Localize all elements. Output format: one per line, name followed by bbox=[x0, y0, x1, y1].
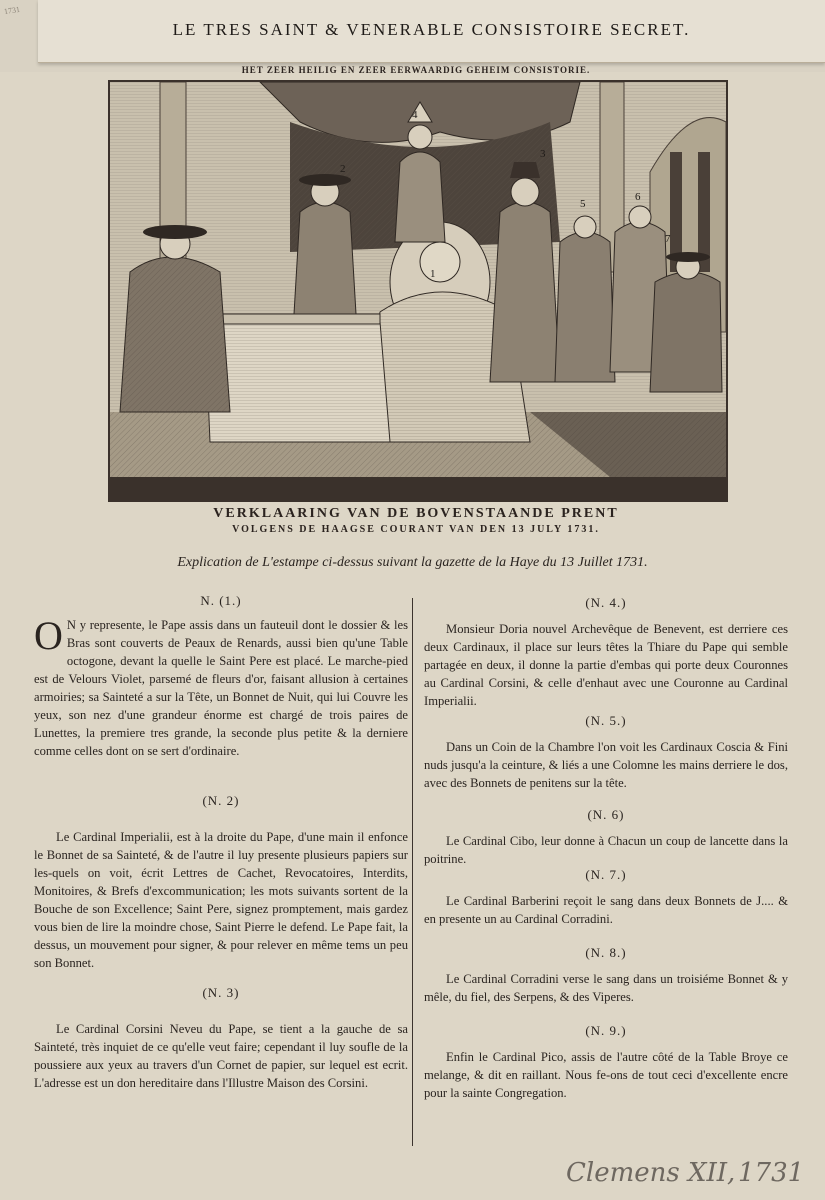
title-strip bbox=[38, 0, 825, 63]
plate-top-caption: HET ZEER HEILIG EN ZEER EERWAARDIG GEHEIM CONSISTORIE. bbox=[241, 65, 591, 75]
section-text: Le Cardinal Corsini Neveu du Pape, se tient a la gauche de sa Sainteté, très inquiet de ce qu'elle veut faire; cependant il luy soufle de la poussiere aux yeux au travers d'un Cornet de papier, sur lequel est ecrit. L'adresse est un don hereditaire dans l'Illustre Maison des Corsini. bbox=[34, 1022, 408, 1090]
right-section-8 bbox=[424, 944, 788, 1006]
section-number: (N. 2) bbox=[202, 793, 240, 808]
figure-number-6: 6 bbox=[635, 191, 641, 203]
corner-pencil-note: 1731 bbox=[3, 4, 21, 17]
section-text: Le Cardinal Corradini verse le sang dans un troisiéme Bonnet & y mêle, du fiel, des Serpens, & des Viperes. bbox=[424, 972, 788, 1004]
figure-number-7: 7 bbox=[665, 233, 671, 245]
left-section-1 bbox=[34, 592, 408, 760]
figure-number-5: 5 bbox=[580, 198, 586, 210]
right-section-7 bbox=[424, 866, 788, 928]
figure-number-1: 1 bbox=[430, 268, 436, 280]
dutch-title: VERKLAARING VAN DE BOVENSTAANDE PRENT bbox=[213, 506, 619, 521]
section-text: Enfin le Cardinal Pico, assis de l'autre côté de la Table Broye ce melange, & dit en raillant. Nous fe-ons de tout ceci d'excellente encre pour la sainte Congregation. bbox=[424, 1050, 788, 1100]
dutch-subtitle: VOLGENS DE HAAGSE COURANT VAN DEN 13 JULY 1731. bbox=[232, 524, 600, 535]
handwritten-name: Clemens XII, bbox=[566, 1158, 736, 1188]
column-divider bbox=[412, 598, 413, 1146]
section-number: N. (1.) bbox=[200, 593, 242, 608]
section-number: (N. 5.) bbox=[585, 713, 627, 728]
section-text: O N y represente, le Pape assis dans un fauteuil dont le dossier & les Bras sont couverts de Peaux de Renards, aussi bien qu'une Table octogone, devant la quelle le Saint Pere est placé. Le marche-pied est de Velours Violet, parsemé de fleurs d'or, faisant allusion à certaines armoiries; sa Sainteté a sur la Tête, un Bonnet de Nuit, qui lui Couvre les yeux, son nez d'une grandeur énorme est chargé de trois paires de Lunettes, la premiere tres grande, la seconde plus petite & la derniere comme celles dont on se sert d'ordinaire. bbox=[34, 613, 408, 758]
section-number: (N. 4.) bbox=[585, 595, 627, 610]
section-text: Le Cardinal Imperialii, est à la droite du Pape, d'une main il enfonce le Bonnet de sa Sainteté, & de l'autre il luy presente plusieurs papiers sur les-quels on voit, écrit Lettres de Cachet, Revocatoires, Interdits, Monitoires, & Brefs d'excommunication; les mots suivants sortent de la Bouche de son Excellence; Saint Pere, signez promptement, mais gardez vous bien de lire la moindre chose, Saint Pierre le defend. Le Pape fait, la dessus, un mouvement pour signer, & pour relever en même tems un peu son Bonnet. bbox=[34, 830, 408, 970]
right-section-6 bbox=[424, 806, 788, 868]
drop-cap: O bbox=[34, 613, 63, 658]
section-text: Le Cardinal Cibo, leur donne à Chacun un coup de lancette dans la poitrine. bbox=[424, 834, 788, 866]
section-number: (N. 6) bbox=[587, 807, 625, 822]
right-section-9 bbox=[424, 1022, 788, 1102]
section-text: Le Cardinal Barberini reçoit le sang dans deux Bonnets de J.... & en presente un au Cardinal Corradini. bbox=[424, 894, 788, 926]
section-text: Monsieur Doria nouvel Archevêque de Benevent, est derriere ces deux Cardinaux, il place sur leurs têtes la Thiare du Pape qui semble partagée en deux, il donne la partie d'embas qui porte deux Couronnes au Cardinal Corsini, & celle d'enhaut avec une Couronne au Cardinal Imperialii. bbox=[424, 622, 788, 708]
engraving-illustration bbox=[110, 82, 726, 500]
left-section-3 bbox=[34, 984, 408, 1092]
figure-number-4: 4 bbox=[412, 109, 418, 121]
left-section-2 bbox=[34, 792, 408, 972]
engraving-plate bbox=[108, 80, 728, 502]
handwritten-year: 1731 bbox=[738, 1158, 805, 1188]
page-title: LE TRES SAINT & VENERABLE CONSISTOIRE SECRET. bbox=[172, 20, 691, 39]
section-number: (N. 9.) bbox=[585, 1023, 627, 1038]
right-section-4 bbox=[424, 594, 788, 710]
right-section-5 bbox=[424, 712, 788, 792]
section-number: (N. 3) bbox=[202, 985, 240, 1000]
section-text: Dans un Coin de la Chambre l'on voit les Cardinaux Coscia & Fini nuds jusqu'a la ceinture, & liés a une Colomne les mains derriere le dos, avec des Bonnets de penitens sur la tête. bbox=[424, 740, 788, 790]
figure-number-2: 2 bbox=[340, 163, 346, 175]
section-number: (N. 8.) bbox=[585, 945, 627, 960]
figure-number-3: 3 bbox=[540, 148, 546, 160]
section-number: (N. 7.) bbox=[585, 867, 627, 882]
explication-heading: Explication de L'estampe ci-dessus suivant la gazette de la Haye du 13 Juillet 1731. bbox=[177, 555, 648, 570]
